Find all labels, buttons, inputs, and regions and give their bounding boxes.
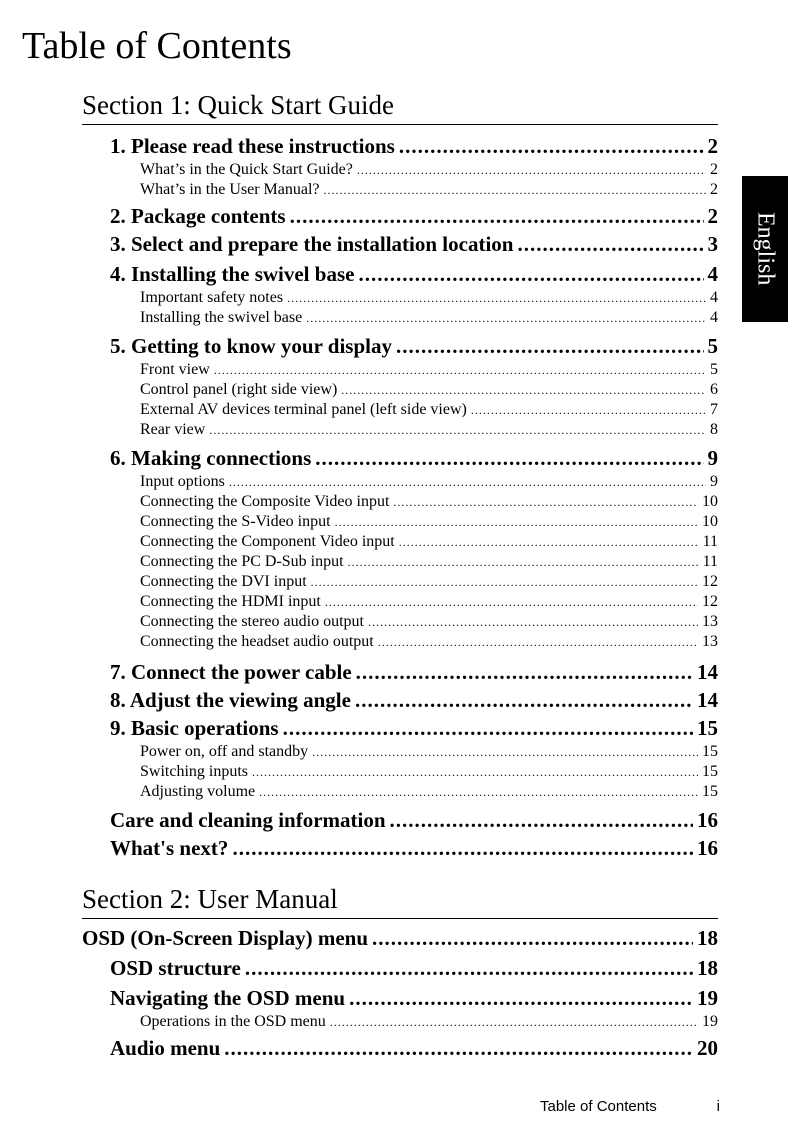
toc-entry[interactable] bbox=[140, 400, 718, 420]
dot-leader bbox=[471, 400, 706, 420]
toc-entry-page: 2 bbox=[710, 161, 718, 178]
toc-entry-label: Care and cleaning information bbox=[110, 808, 386, 832]
toc-entry[interactable] bbox=[110, 686, 718, 714]
toc-entry-label: OSD structure bbox=[110, 956, 241, 980]
dot-leader bbox=[325, 592, 698, 612]
toc-entry-label: Navigating the OSD menu bbox=[110, 986, 346, 1010]
toc-entry[interactable] bbox=[140, 1012, 718, 1032]
dot-leader bbox=[356, 658, 693, 686]
toc-entry[interactable] bbox=[140, 380, 718, 400]
dot-leader bbox=[349, 984, 693, 1012]
toc-entry-label: Switching inputs bbox=[140, 763, 249, 780]
toc-entry[interactable] bbox=[140, 612, 718, 632]
toc-entry-label: 8. Adjust the viewing angle bbox=[110, 688, 351, 712]
dot-leader bbox=[209, 420, 706, 440]
toc-entry-page: 9 bbox=[707, 446, 718, 470]
toc-entry-label: Connecting the PC D-Sub input bbox=[140, 553, 344, 570]
toc-entry-label: Connecting the DVI input bbox=[140, 573, 307, 590]
toc-entry[interactable] bbox=[140, 742, 718, 762]
toc-entry[interactable] bbox=[140, 160, 718, 180]
toc-entry[interactable] bbox=[140, 532, 718, 552]
toc-entry-page: 19 bbox=[702, 1013, 718, 1030]
toc-entry-label: 4. Installing the swivel base bbox=[110, 262, 355, 286]
toc-entry-page: 6 bbox=[710, 381, 718, 398]
toc-entry[interactable] bbox=[140, 420, 718, 440]
toc-entry-label: Input options bbox=[140, 473, 225, 490]
dot-leader bbox=[330, 1012, 698, 1032]
dot-leader bbox=[259, 782, 698, 802]
dot-leader bbox=[399, 132, 704, 160]
dot-leader bbox=[287, 288, 706, 308]
toc-entry-label: What's next? bbox=[110, 836, 229, 860]
dot-leader bbox=[229, 472, 706, 492]
toc-entry[interactable] bbox=[140, 782, 718, 802]
toc-entry-page: 15 bbox=[702, 783, 718, 800]
toc-entry-label: 3. Select and prepare the installation location bbox=[110, 232, 514, 256]
toc-entry-label: External AV devices terminal panel (left side view) bbox=[140, 401, 467, 418]
toc-entry[interactable] bbox=[140, 492, 718, 512]
dot-leader bbox=[232, 834, 693, 862]
toc-entry[interactable] bbox=[110, 1034, 718, 1062]
dot-leader bbox=[245, 954, 693, 982]
toc-entry-page: 8 bbox=[710, 421, 718, 438]
toc-entry-page: 10 bbox=[702, 513, 718, 530]
language-tab-label: English bbox=[752, 212, 779, 286]
toc-entry[interactable] bbox=[140, 512, 718, 532]
toc-entry-label: Audio menu bbox=[110, 1036, 221, 1060]
toc-entry-page: 7 bbox=[710, 401, 718, 418]
toc-entry-page: 20 bbox=[697, 1036, 718, 1060]
toc-entry-page: 19 bbox=[697, 986, 718, 1010]
section-title: Section 2: User Manual bbox=[82, 882, 718, 919]
footer-page-number: i bbox=[716, 1098, 720, 1115]
dot-leader bbox=[372, 924, 693, 952]
toc-entry-label: Connecting the HDMI input bbox=[140, 593, 321, 610]
section-user-manual bbox=[82, 882, 718, 1072]
toc-entry-label: 2. Package contents bbox=[110, 204, 286, 228]
toc-entry-label: 6. Making connections bbox=[110, 446, 312, 470]
toc-entry[interactable] bbox=[140, 360, 718, 380]
dot-leader bbox=[399, 532, 699, 552]
toc-entry-label: Connecting the Component Video input bbox=[140, 533, 395, 550]
toc-entry-label: Adjusting volume bbox=[140, 783, 256, 800]
toc-entry-page: 2 bbox=[707, 134, 718, 158]
toc-entry[interactable] bbox=[110, 230, 718, 258]
dot-leader bbox=[517, 230, 703, 258]
toc-entry[interactable] bbox=[110, 332, 718, 360]
dot-leader bbox=[315, 444, 703, 472]
toc-entry-page: 14 bbox=[697, 688, 718, 712]
toc-entry-page: 11 bbox=[702, 553, 718, 570]
dot-leader bbox=[390, 806, 693, 834]
toc-entry-label: 5. Getting to know your display bbox=[110, 334, 392, 358]
toc-entry-page: 13 bbox=[702, 613, 718, 630]
toc-entry[interactable] bbox=[140, 592, 718, 612]
toc-entry-label: Installing the swivel base bbox=[140, 309, 303, 326]
toc-entry[interactable] bbox=[140, 472, 718, 492]
toc-entry-page: 15 bbox=[697, 716, 718, 740]
toc-entry-page: 3 bbox=[707, 232, 718, 256]
toc-entry[interactable] bbox=[140, 572, 718, 592]
dot-leader bbox=[358, 260, 703, 288]
dot-leader bbox=[283, 714, 693, 742]
dot-leader bbox=[214, 360, 706, 380]
toc-entry-label: Important safety notes bbox=[140, 289, 284, 306]
dot-leader bbox=[348, 552, 699, 572]
toc-entry-label: Rear view bbox=[140, 421, 206, 438]
page-title: Table of Contents bbox=[22, 25, 292, 67]
dot-leader bbox=[335, 512, 698, 532]
toc-entry-page: 18 bbox=[697, 926, 718, 950]
dot-leader bbox=[306, 308, 706, 328]
toc-entry[interactable] bbox=[110, 658, 718, 686]
toc-entry[interactable] bbox=[110, 984, 718, 1012]
toc-entry-label: 7. Connect the power cable bbox=[110, 660, 352, 684]
toc-entry-page: 15 bbox=[702, 743, 718, 760]
toc-entry[interactable] bbox=[82, 924, 718, 952]
toc-entry-page: 11 bbox=[702, 533, 718, 550]
toc-entry-page: 2 bbox=[707, 204, 718, 228]
dot-leader bbox=[311, 572, 698, 592]
toc-entry-label: Connecting the stereo audio output bbox=[140, 613, 364, 630]
toc-entry[interactable] bbox=[140, 632, 718, 652]
toc-entry-page: 5 bbox=[710, 361, 718, 378]
toc-entry-page: 16 bbox=[697, 808, 718, 832]
dot-leader bbox=[324, 180, 707, 200]
toc-entry-page: 5 bbox=[707, 334, 718, 358]
toc-entry[interactable] bbox=[110, 202, 718, 230]
toc-entry-page: 13 bbox=[702, 633, 718, 650]
toc-entry-page: 15 bbox=[702, 763, 718, 780]
dot-leader bbox=[393, 492, 698, 512]
toc-entry-label: What’s in the Quick Start Guide? bbox=[140, 161, 353, 178]
language-tab bbox=[742, 176, 788, 322]
dot-leader bbox=[252, 762, 698, 782]
toc-entry-page: 9 bbox=[710, 473, 718, 490]
dot-leader bbox=[290, 202, 704, 230]
toc-entry-label: Control panel (right side view) bbox=[140, 381, 338, 398]
toc-entry[interactable] bbox=[110, 714, 718, 742]
toc-entry[interactable] bbox=[110, 132, 718, 160]
toc-entry-page: 12 bbox=[702, 573, 718, 590]
footer-label: Table of Contents bbox=[540, 1098, 657, 1115]
toc-entry[interactable] bbox=[110, 806, 718, 834]
toc-entry-label: What’s in the User Manual? bbox=[140, 181, 320, 198]
dot-leader bbox=[355, 686, 693, 714]
dot-leader bbox=[378, 632, 698, 652]
toc-entry[interactable] bbox=[140, 762, 718, 782]
toc-entry-label: Connecting the headset audio output bbox=[140, 633, 374, 650]
toc-entry[interactable] bbox=[140, 288, 718, 308]
toc-entry[interactable] bbox=[110, 954, 718, 982]
toc-entry[interactable] bbox=[140, 180, 718, 200]
dot-leader bbox=[396, 332, 704, 360]
toc-entry-label: Connecting the Composite Video input bbox=[140, 493, 390, 510]
dot-leader bbox=[357, 160, 706, 180]
toc-entry-page: 12 bbox=[702, 593, 718, 610]
toc-entry-page: 4 bbox=[710, 289, 718, 306]
toc-entry-label: Operations in the OSD menu bbox=[140, 1013, 326, 1030]
toc-entry[interactable] bbox=[140, 308, 718, 328]
toc-entry-label: Front view bbox=[140, 361, 210, 378]
toc-entry-page: 16 bbox=[697, 836, 718, 860]
page-footer bbox=[540, 1098, 720, 1115]
section-title: Section 1: Quick Start Guide bbox=[82, 88, 718, 125]
toc-entry-page: 10 bbox=[702, 493, 718, 510]
section-quick-start bbox=[82, 88, 718, 868]
dot-leader bbox=[341, 380, 706, 400]
dot-leader bbox=[224, 1034, 693, 1062]
toc-entry[interactable] bbox=[110, 444, 718, 472]
toc-entry[interactable] bbox=[110, 834, 718, 862]
toc-entry-page: 14 bbox=[697, 660, 718, 684]
toc-entry-page: 18 bbox=[697, 956, 718, 980]
toc-entry-label: Connecting the S-Video input bbox=[140, 513, 331, 530]
toc-entry[interactable] bbox=[110, 260, 718, 288]
dot-leader bbox=[312, 742, 698, 762]
toc-entry-label: Power on, off and standby bbox=[140, 743, 309, 760]
toc-entry-page: 4 bbox=[707, 262, 718, 286]
toc-entry-label: 1. Please read these instructions bbox=[110, 134, 395, 158]
toc-entry-page: 2 bbox=[710, 181, 718, 198]
toc-entry[interactable] bbox=[140, 552, 718, 572]
toc-entry-label: 9. Basic operations bbox=[110, 716, 279, 740]
dot-leader bbox=[368, 612, 698, 632]
toc-entry-page: 4 bbox=[710, 309, 718, 326]
toc-entry-label: OSD (On-Screen Display) menu bbox=[82, 926, 369, 950]
